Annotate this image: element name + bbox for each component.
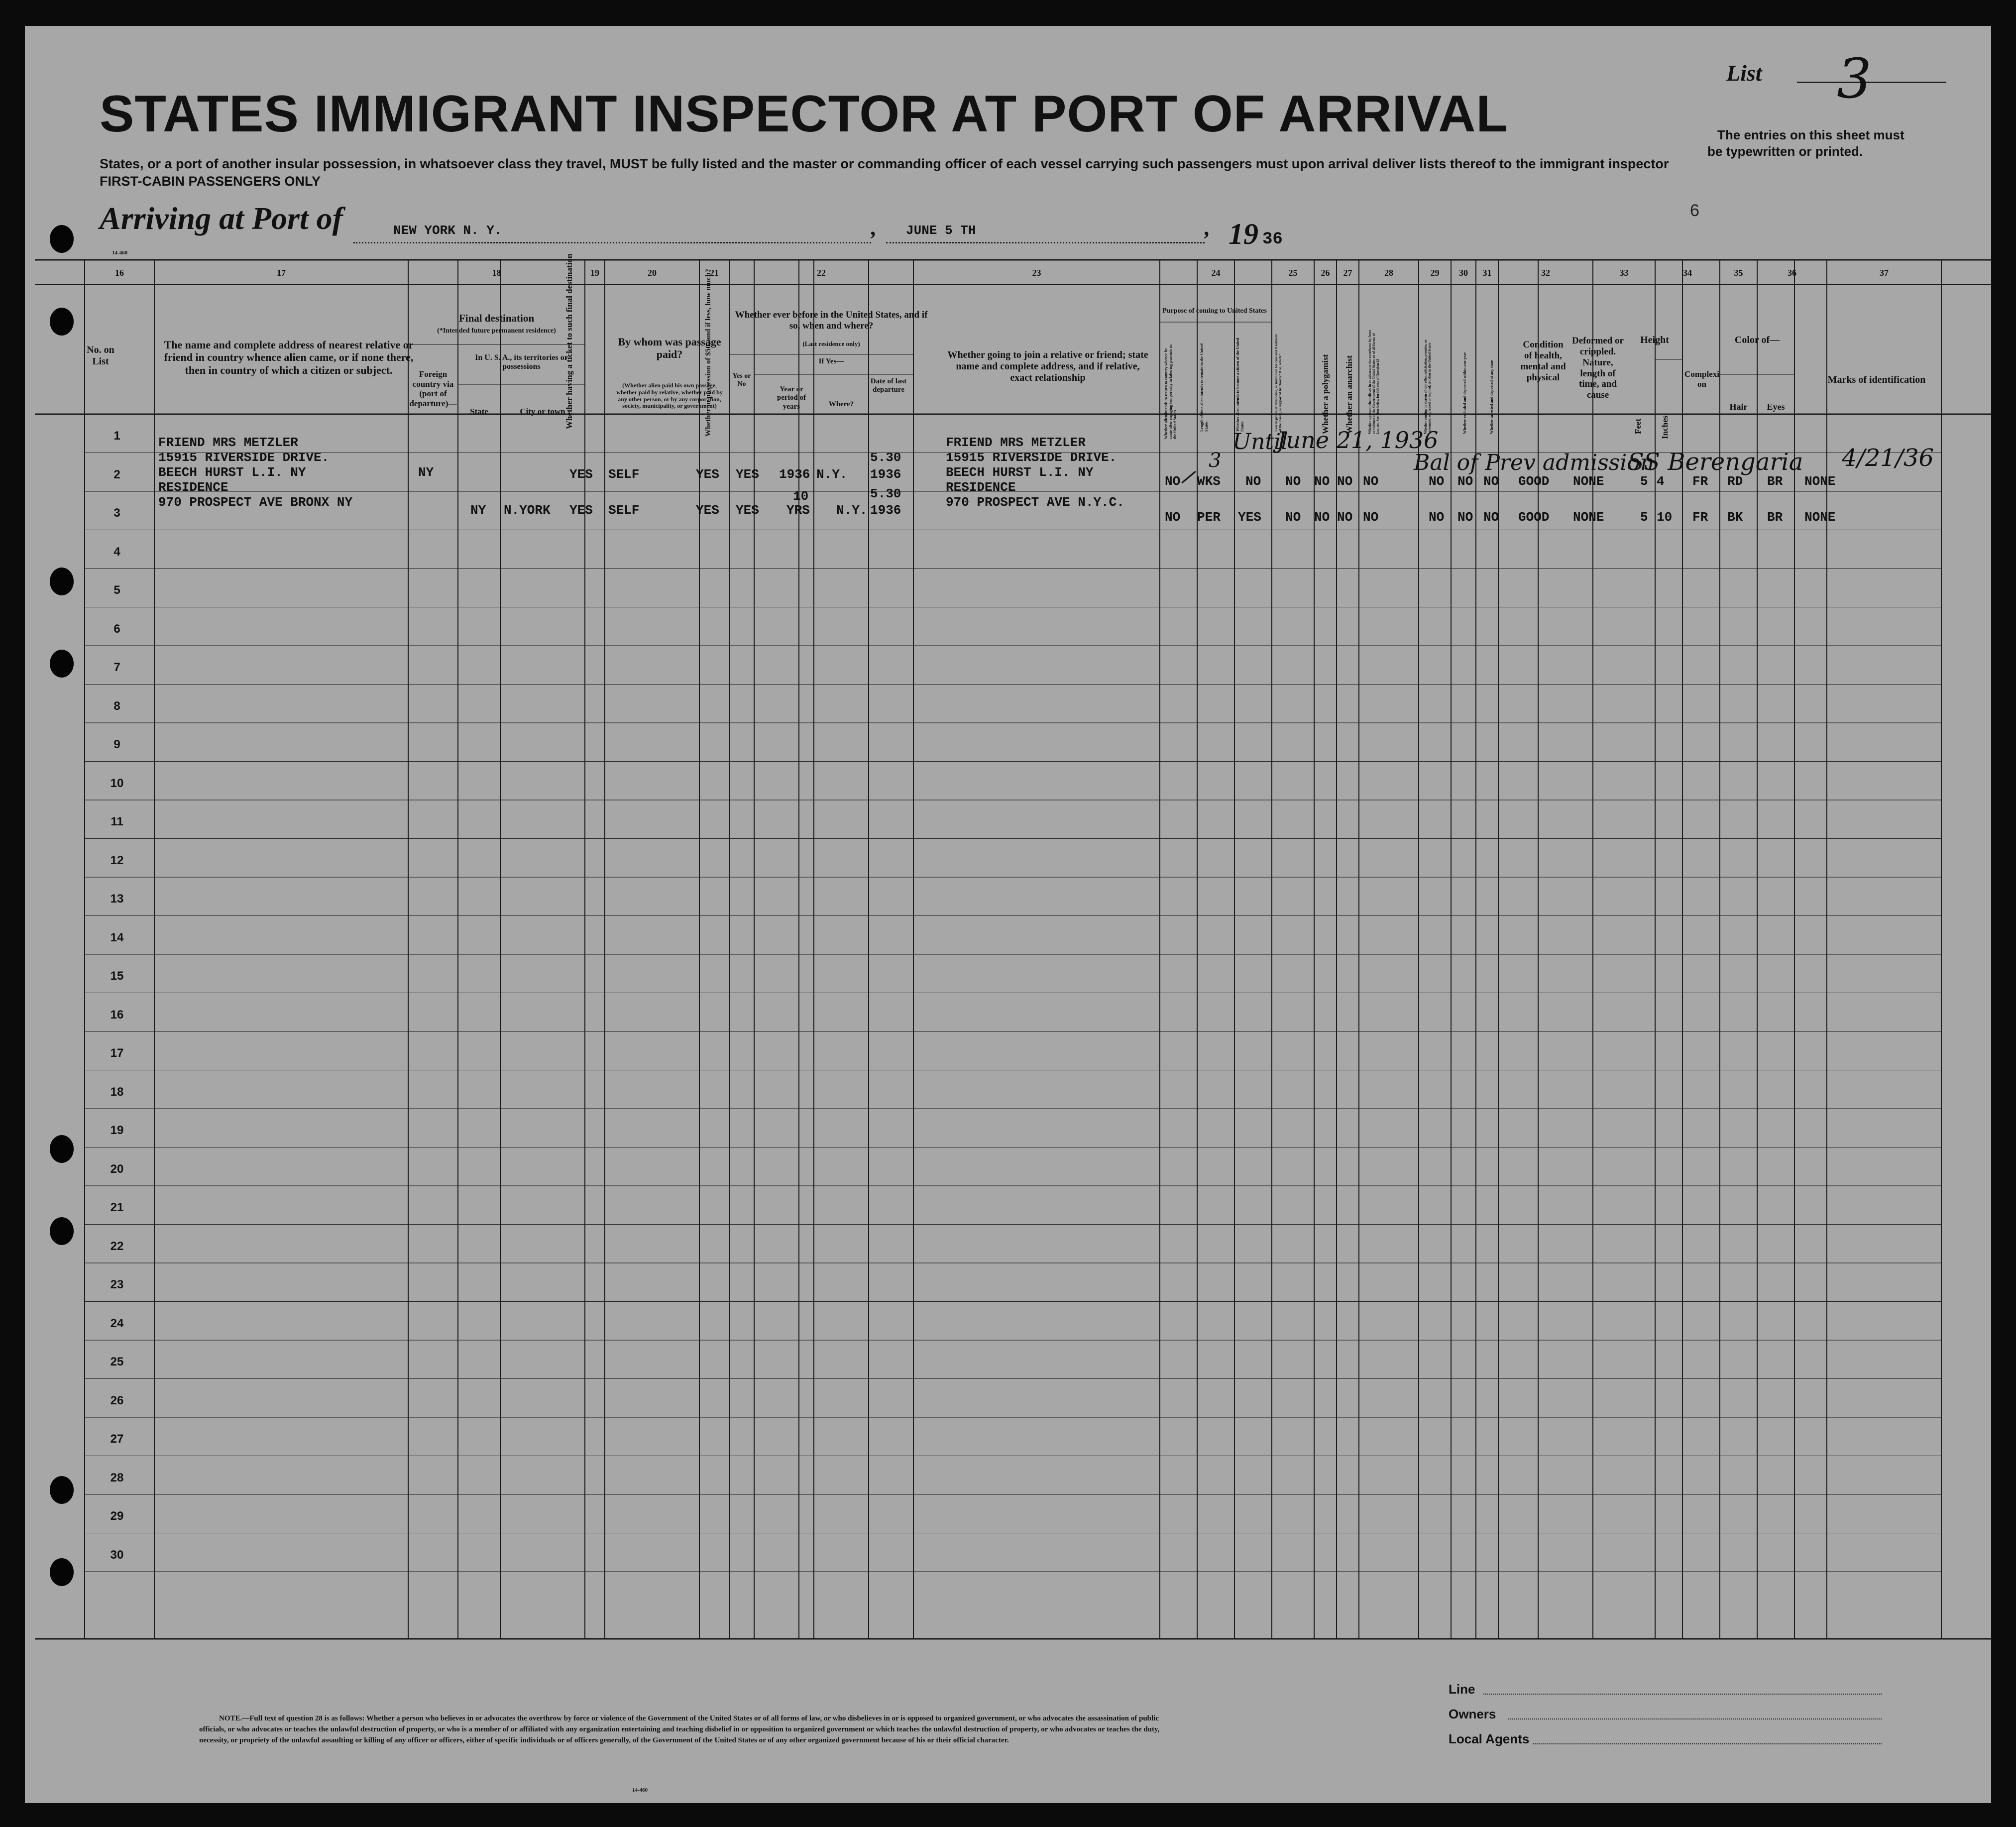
row-number: 27 <box>110 1432 124 1446</box>
column-number: 20 <box>648 268 657 278</box>
row2-return: NO <box>1165 510 1181 525</box>
row2-departure-line2: 1936 <box>870 503 901 518</box>
row-number: 3 <box>113 506 120 520</box>
row-number: 22 <box>110 1239 124 1253</box>
row2-complexion: FR <box>1692 510 1708 525</box>
row1-join-line2: 15915 RIVERSIDE DRIVE. <box>946 450 1117 465</box>
row2-passage: SELF <box>608 503 640 518</box>
row-number: 20 <box>110 1162 124 1176</box>
column-number: 29 <box>1430 268 1440 278</box>
header-labor: Whether coming by reason of any offer, solicitation, promise, or agreement, expressed or implied, to labor in the United States <box>1424 340 1432 434</box>
row1-foreign: NY <box>418 465 434 480</box>
header-deformed: Deformed or crippled. Nature, length of time, and cause <box>1572 336 1624 401</box>
arriving-label: Arriving at Port of <box>100 201 343 236</box>
footer-form-code: 14-460 <box>632 1787 648 1793</box>
instruction-line-1: States, or a port of another insular possession, in whatsoever class they travel, MUST be fully listed and the master or commanding officer of each vessel carrying such passengers must upon arrival deliver lists thereof to the immigrant inspector <box>100 156 1669 171</box>
comma-1: , <box>871 216 877 240</box>
header-ticket: Whether having a ticket to such final destination <box>564 253 574 429</box>
header-where: Where? <box>828 400 854 408</box>
header-q28: Whether a person who believes in or advocates the overthrow by force or violence of the Government of the United States or of all forms of law, etc. See Note below for full text of Question 28 <box>1368 330 1380 434</box>
row-number: 11 <box>111 815 123 828</box>
list-number: 3 <box>1837 47 1872 111</box>
row-number: 5 <box>113 583 120 597</box>
row1-deported: NO <box>1483 474 1499 489</box>
row2-state: NY <box>470 503 486 518</box>
row-number: 4 <box>113 545 120 559</box>
row-number: 19 <box>110 1124 124 1137</box>
header-anarchist: Whether an anarchist <box>1344 355 1354 434</box>
row1-length-handwritten: 3 <box>1209 449 1222 472</box>
row1-money: YES <box>696 467 719 482</box>
owners-label: Owners <box>1449 1707 1496 1721</box>
row-number: 10 <box>110 776 124 790</box>
row2-deformed: NONE <box>1573 510 1604 525</box>
binder-hole <box>50 1135 74 1163</box>
row1-ticket: YES <box>569 467 593 482</box>
row-number: 17 <box>110 1046 124 1060</box>
row1-excluded: NO <box>1457 474 1473 489</box>
column-number: 34 <box>1683 268 1692 278</box>
column-number: 28 <box>1384 268 1393 278</box>
header-purpose-citizen: Whether alien intends to become a citizen of the United States <box>1235 338 1244 432</box>
header-color: Color of— <box>1734 335 1780 345</box>
binder-hole <box>50 650 74 678</box>
row1-inches: 4 <box>1657 474 1665 489</box>
row2-polygamist: NO <box>1314 510 1330 525</box>
row-number: 25 <box>110 1355 124 1369</box>
row2-excluded: NO <box>1457 510 1473 525</box>
header-purpose-length: Length of time alien intends to remain in the United States <box>1200 343 1209 432</box>
row1-departure-line1: 5.30 <box>870 450 901 465</box>
header-passage-sub: (Whether alien paid his own passage, whether paid by relative, whether paid by any other person, or by any corporation, society, municipality, or government) <box>616 382 723 410</box>
year-suffix: 36 <box>1262 230 1283 249</box>
header-eyes: Eyes <box>1767 402 1785 412</box>
binder-hole <box>50 1558 74 1586</box>
annotation-ship: SS Berengaria <box>1628 448 1803 476</box>
header-hair: Hair <box>1729 402 1748 412</box>
row1-q28: NO <box>1363 474 1379 489</box>
local-agents-field <box>1533 1743 1882 1744</box>
column-number: 37 <box>1880 268 1889 278</box>
binder-hole <box>50 225 74 253</box>
row-number: 1 <box>113 429 120 443</box>
row1-deformed: NONE <box>1573 474 1604 489</box>
header-departure-date: Date of last departure <box>870 377 907 394</box>
entries-note-2: be typewritten or printed. <box>1707 144 1863 159</box>
row-number: 14 <box>110 930 124 944</box>
manifest-sheet <box>25 26 1991 1803</box>
date-value: JUNE 5 TH <box>906 223 976 238</box>
column-number: 19 <box>590 268 599 278</box>
header-inches: Inches <box>1660 415 1670 439</box>
entries-note-1: The entries on this sheet must <box>1717 127 1904 142</box>
column-number: 21 <box>710 268 719 278</box>
column-number: 23 <box>1032 268 1041 278</box>
column-number: 32 <box>1541 268 1550 278</box>
row2-city: N.YORK <box>504 503 551 518</box>
row-number: 2 <box>113 467 120 481</box>
header-polygamist: Whether a polygamist <box>1321 354 1330 434</box>
row1-return: NO <box>1165 474 1181 489</box>
header-purpose-return: Whether alien intends to return to country whence he came after engaging temporarily in laboring pursuits in the United States <box>1164 344 1177 439</box>
row2-eyes: BR <box>1767 510 1783 525</box>
column-number: 17 <box>277 268 286 278</box>
row2-q28: NO <box>1363 510 1379 525</box>
column-number: 31 <box>1482 268 1492 278</box>
row1-relative-line1: FRIEND MRS METZLER <box>158 435 298 450</box>
question-28-note: NOTE.—Full text of question 28 is as follows: Whether a person who believes in or advocates the overthrow by force or violence of the Government of the United States or of all forms of law, or who disbelieves in or is opposed to organized government, or who advocates the assassination of public officials, or who advocates or teaches the unlawful destruction of property, or who is a member of or affiliated with any organization entertaining and teaching disbelief in or opposition to organized government or which teaches the unlawful destruction of property, or who advocates or teaches the duty, necessity, or propriety of the unlawful assaulting or killing of any officer or officers, either of specific individuals or of officers generally, of the Government of the United States or of any other organized government because of his or their official character. <box>199 1714 1160 1744</box>
binder-hole <box>50 1476 74 1504</box>
row2-hair: BK <box>1727 510 1743 525</box>
instruction-line-2: FIRST-CABIN PASSENGERS ONLY <box>100 174 321 189</box>
row1-complexion: FR <box>1692 474 1708 489</box>
row-number: 15 <box>110 969 124 983</box>
header-prison: Ever in prison or almshouse, or institution for care and treatment of the insane, or supported by charity? If so, which? <box>1274 334 1282 432</box>
row2-year-line2: YRS <box>786 503 810 518</box>
header-ever-before-sub: (Last residence only) <box>802 340 860 347</box>
row1-relative-line2: 15915 RIVERSIDE DRIVE. <box>158 450 330 465</box>
row-number: 18 <box>110 1085 124 1099</box>
column-number: 22 <box>817 268 826 278</box>
column-number: 16 <box>115 268 124 278</box>
row-number: 16 <box>110 1008 124 1022</box>
row1-feet: 5 <box>1640 474 1648 489</box>
row2-feet: 5 <box>1640 510 1648 525</box>
row1-polygamist: NO <box>1314 474 1330 489</box>
column-number: 18 <box>492 268 501 278</box>
row2-anarchist: NO <box>1337 510 1353 525</box>
annotation-date: June 21, 1936 <box>1277 427 1439 454</box>
column-number: 27 <box>1343 268 1352 278</box>
row-number: 6 <box>113 622 120 636</box>
table-grid <box>25 26 1991 1803</box>
column-number: 36 <box>1788 268 1796 278</box>
row2-year-line1: 10 <box>793 489 809 504</box>
row2-departure-line1: 5.30 <box>870 486 901 501</box>
column-number: 24 <box>1211 268 1221 278</box>
row2-citizen: YES <box>1238 510 1261 525</box>
header-health: Condition of health, mental and physical <box>1520 340 1566 383</box>
port-value: NEW YORK N. Y. <box>393 223 502 238</box>
header-money: Whether in possession of $50, and if less, how much? <box>704 269 712 437</box>
binder-hole <box>50 1217 74 1245</box>
row2-where: N.Y. <box>836 503 868 518</box>
annotation-until: Until <box>1232 429 1288 455</box>
stamp-number: 6 <box>1690 201 1699 220</box>
column-number: 30 <box>1459 268 1468 278</box>
header-year: Year or period of years <box>777 385 806 411</box>
line-label: Line <box>1449 1682 1475 1697</box>
row-number: 24 <box>110 1316 124 1330</box>
comma-2: , <box>1205 216 1210 240</box>
binder-hole <box>50 568 74 595</box>
row2-join-line1: RESIDENCE <box>946 480 1016 495</box>
header-passage: By whom was passage paid? <box>618 336 721 361</box>
row1-join-line1: FRIEND MRS METZLER <box>946 435 1086 450</box>
row1-eyes: BR <box>1767 474 1783 489</box>
local-agents-label: Local Agents <box>1449 1731 1530 1746</box>
row-number: 21 <box>110 1201 124 1214</box>
row2-marks: NONE <box>1804 510 1836 525</box>
row1-year: 1936 <box>779 467 810 482</box>
header-purpose: Purpose of coming to United States <box>1162 307 1267 315</box>
header-deported: Whether arrested and deported at any time <box>1489 360 1494 434</box>
header-city: City or town <box>520 407 565 416</box>
annotation-admission-date: 4/21/36 <box>1842 444 1934 472</box>
column-number: 26 <box>1321 268 1330 278</box>
header-in-usa: In U. S. A., its territories or possessions <box>475 353 568 371</box>
row2-prison: NO <box>1285 510 1301 525</box>
form-code: 14-460 <box>112 250 128 256</box>
column-number: 33 <box>1619 268 1629 278</box>
header-joining: Whether going to join a relative or friend; state name and complete address, and if relative, exact relationship <box>947 349 1148 383</box>
header-state: State <box>470 407 488 416</box>
row1-relative-line3: BEECH HURST L.I. NY <box>158 465 306 480</box>
row2-before: YES <box>736 503 759 518</box>
header-ever-before: Whether ever before in the United States, and if so, when and where? <box>735 310 928 331</box>
row-number: 29 <box>110 1509 124 1523</box>
list-label: List <box>1726 60 1762 86</box>
header-excluded: Whether excluded and deported within one year <box>1462 352 1467 434</box>
row2-ticket: YES <box>569 503 593 518</box>
annotation-previous-admission: Bal of Prev admission <box>1414 450 1655 475</box>
header-final-destination: Final destination <box>458 312 535 324</box>
header-no-on-list: No. on List <box>87 344 114 367</box>
row2-deported: NO <box>1483 510 1499 525</box>
row1-length: WKS <box>1197 474 1221 489</box>
row-number: 8 <box>113 699 120 713</box>
header-height: Height <box>1640 335 1669 345</box>
row-number: 28 <box>110 1471 124 1484</box>
row1-where: N.Y. <box>816 467 848 482</box>
row1-citizen: NO <box>1245 474 1261 489</box>
row1-marks: NONE <box>1804 474 1836 489</box>
row1-before: YES <box>736 467 759 482</box>
line-field <box>1483 1694 1882 1695</box>
header-complexion: Complexion <box>1684 369 1719 389</box>
row2-labor: NO <box>1429 510 1445 525</box>
header-final-destination-sub: (*Intended future permanent residence) <box>437 327 556 335</box>
row1-anarchist: NO <box>1337 474 1353 489</box>
row1-labor: NO <box>1429 474 1445 489</box>
header-if-yes: If Yes— <box>818 357 844 365</box>
column-number: 25 <box>1288 268 1298 278</box>
header-foreign-country: Foreign country via (port of departure)— <box>409 369 457 408</box>
form-title: STATES IMMIGRANT INSPECTOR AT PORT OF ARRIVAL <box>100 85 1508 143</box>
row-number: 9 <box>113 738 120 751</box>
row2-inches: 10 <box>1657 510 1673 525</box>
row2-length: PER <box>1197 510 1221 525</box>
row2-health: GOOD <box>1518 510 1550 525</box>
owners-field <box>1508 1718 1882 1719</box>
row2-join-line2: 970 PROSPECT AVE N.Y.C. <box>946 495 1124 510</box>
row1-health: GOOD <box>1518 474 1550 489</box>
row1-passage: SELF <box>608 467 640 482</box>
header-yes-no: Yes or No <box>732 372 751 388</box>
row1-join-line3: BEECH HURST L.I. NY <box>946 465 1094 480</box>
row-number: 30 <box>110 1548 124 1562</box>
row2-money: YES <box>696 503 719 518</box>
row1-departure-line2: 1936 <box>870 467 901 482</box>
header-feet: Feet <box>1633 418 1643 434</box>
row2-relative-line2: 970 PROSPECT AVE BRONX NY <box>158 495 353 510</box>
row1-prison: NO <box>1285 474 1301 489</box>
row1-hair: RD <box>1727 474 1743 489</box>
year-prefix: 19 <box>1229 218 1258 250</box>
header-relative: The name and complete address of nearest relative or friend in country whence alien came, or if none there, then in country of which a citizen or subject. <box>164 339 414 376</box>
row-number: 23 <box>110 1278 124 1291</box>
row2-relative-line1: RESIDENCE <box>158 480 228 495</box>
row-number: 26 <box>110 1393 124 1407</box>
column-number: 35 <box>1734 268 1743 278</box>
row-number: 13 <box>110 892 124 906</box>
binder-hole <box>50 308 74 336</box>
row-number: 7 <box>113 661 120 674</box>
header-marks: Marks of identification <box>1827 374 1926 385</box>
row-number: 12 <box>110 853 124 867</box>
